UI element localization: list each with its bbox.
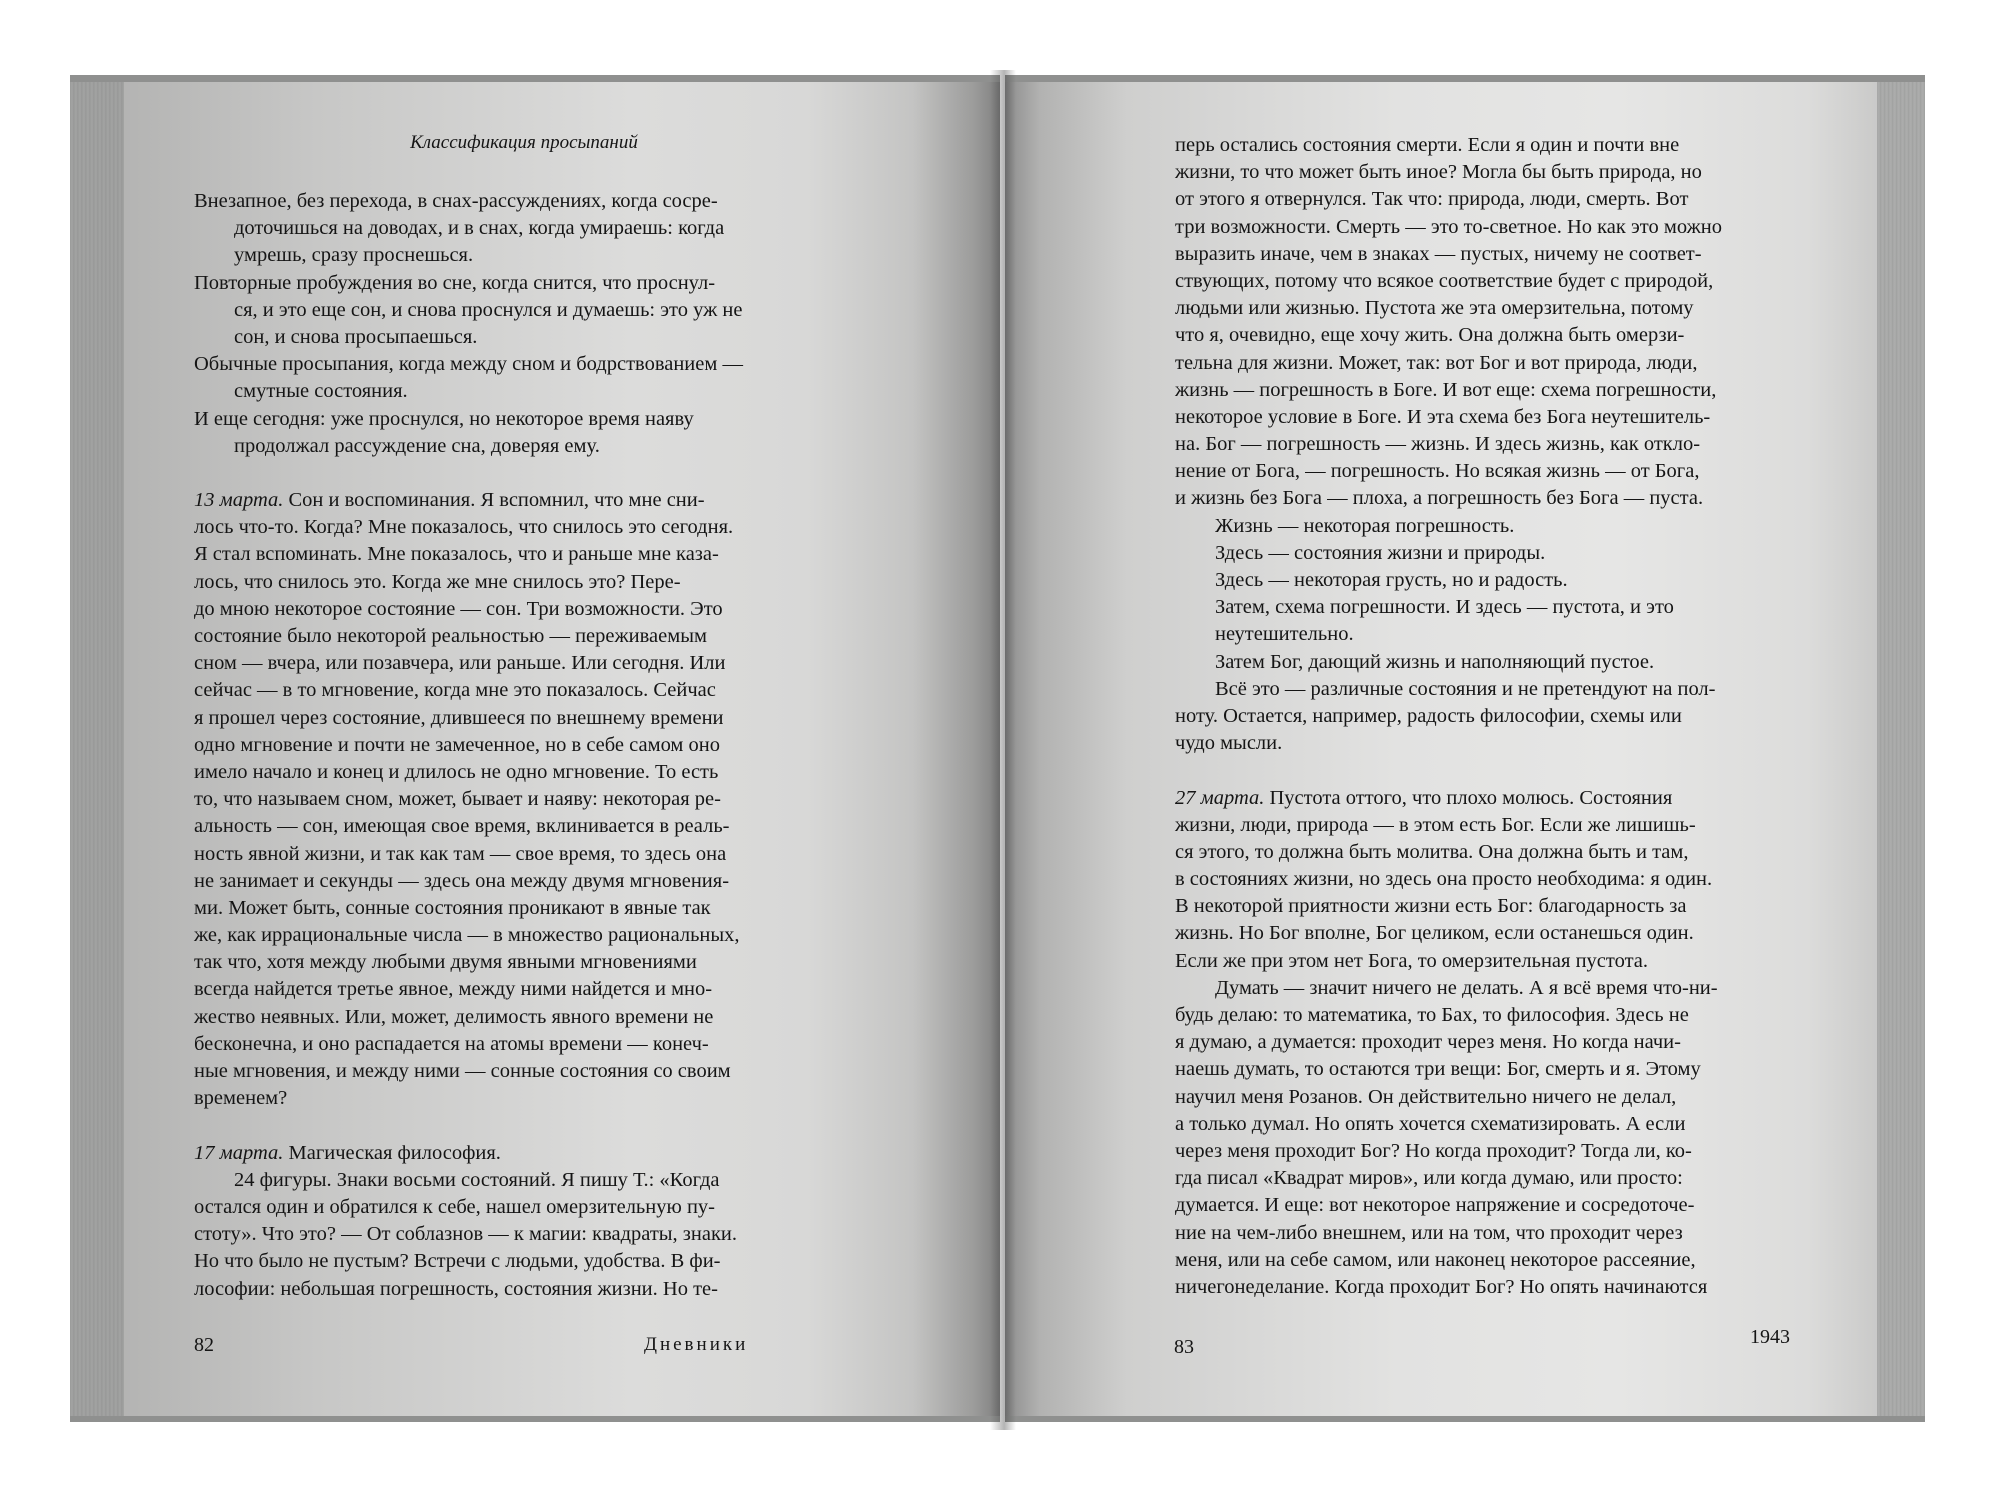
- line-text: имело начало и конец и длилось не одно мгновение. То есть: [194, 760, 719, 783]
- text-line: [1175, 377, 1810, 404]
- line-text: альность — сон, имеющая свое время, вклинивается в реаль-: [194, 815, 730, 838]
- text-line: [194, 1221, 834, 1248]
- text-line: [194, 1276, 834, 1303]
- text-line: [194, 1085, 834, 1112]
- line-text: Повторные пробуждения во сне, когда снится, что проснул-: [194, 271, 716, 294]
- right-page: [1005, 82, 1877, 1416]
- line-text: не занимает и секунды — здесь она между двумя мгновения-: [194, 869, 730, 892]
- text-line: [194, 976, 834, 1003]
- line-text: научил меня Розанов. Он действительно ничего не делал,: [1175, 1085, 1677, 1108]
- line-text: я думаю, а думается: проходит через меня. Но когда начи-: [1175, 1031, 1681, 1054]
- line-text: от этого я отвернулся. Так что: природа, люди, смерть. Вот: [1175, 188, 1689, 211]
- line-text: меня, или на себе самом, или наконец некоторое рассеяние,: [1175, 1248, 1696, 1271]
- line-text: ся, и это еще сон, и снова проснулся и думаешь: это уж не: [234, 298, 743, 321]
- text-line: [1175, 1002, 1810, 1029]
- text-line: [194, 514, 834, 541]
- line-text: ми. Может быть, сонные состояния проникают в явные так: [194, 896, 711, 919]
- text-line: [194, 868, 834, 895]
- line-text: некоторое условие в Боге. И эта схема без Бога неутешитель-: [1175, 405, 1711, 428]
- text-line: [194, 215, 834, 242]
- text-line: [194, 623, 834, 650]
- text-line: [1175, 703, 1810, 730]
- line-text: ность явной жизни, и так как там — свое время, то здесь она: [194, 842, 727, 865]
- line-text: Но что было не пустым? Встречи с людьми, удобства. В фи-: [194, 1250, 721, 1273]
- text-line: [1175, 1165, 1810, 1192]
- text-line: [1175, 1274, 1810, 1301]
- line-text: людьми или жизнью. Пустота же эта омерзительна, потому: [1175, 297, 1694, 320]
- text-line: [1175, 241, 1810, 268]
- line-text: жизнь — погрешность в Боге. И вот еще: схема погрешности,: [1175, 378, 1717, 401]
- text-line: [1175, 649, 1810, 676]
- text-line: [194, 351, 834, 378]
- text-line: [194, 895, 834, 922]
- line-text: 24 фигуры. Знаки восьми состояний. Я пишу Т.: «Когда: [234, 1168, 720, 1191]
- paragraph-gap: [1175, 757, 1810, 784]
- text-line: [194, 650, 834, 677]
- line-text: ствующих, потому что всякое соответствие будет с природой,: [1175, 269, 1714, 292]
- line-text: перь остались состояния смерти. Если я один и почти вне: [1175, 134, 1680, 156]
- line-text: Всё это — различные состояния и не претендуют на пол-: [1215, 677, 1716, 700]
- line-text: сон, и снова просыпаешься.: [234, 325, 478, 348]
- text-line: [194, 759, 834, 786]
- line-text: бесконечна, и оно распадается на атомы времени — конеч-: [194, 1032, 709, 1055]
- line-text: временем?: [194, 1087, 288, 1110]
- text-line: [194, 949, 834, 976]
- text-line: [194, 1004, 834, 1031]
- line-text: Думать — значит ничего не делать. А я всё время что-ни-: [1215, 976, 1718, 999]
- text-line: [1175, 268, 1810, 295]
- left-page-text: [194, 188, 834, 1303]
- text-line: [1175, 1029, 1810, 1056]
- text-line: [1175, 1192, 1810, 1219]
- text-line: [1175, 975, 1810, 1002]
- text-line: [194, 813, 834, 840]
- diary-date: 13 марта.: [194, 489, 284, 512]
- text-line: [1175, 920, 1810, 947]
- line-text: нение от Бога, — погрешность. Но всякая жизнь — от Бога,: [1175, 460, 1700, 483]
- line-text: ноту. Остается, например, радость философии, схемы или: [1175, 704, 1682, 727]
- text-line: [1175, 785, 1810, 812]
- line-text: наешь думать, то остаются три вещи: Бог, смерть и я. Этому: [1175, 1058, 1701, 1081]
- line-text: и жизнь без Бога — плоха, а погрешность без Бога — пуста.: [1175, 487, 1704, 510]
- text-line: [194, 188, 834, 215]
- text-line: [194, 242, 834, 269]
- line-text: всегда найдется третье явное, между ними найдется и мно-: [194, 978, 713, 1001]
- page-number-right: 83: [1174, 1336, 1194, 1358]
- book-gutter: [990, 70, 1016, 1430]
- text-line: [194, 1031, 834, 1058]
- left-page: [124, 82, 1000, 1416]
- text-line: [194, 841, 834, 868]
- line-text: тельна для жизни. Может, так: вот Бог и вот природа, люди,: [1175, 351, 1698, 374]
- text-line: [1175, 159, 1810, 186]
- line-text: жизни, люди, природа — в этом есть Бог. Если же лишишь-: [1175, 813, 1696, 836]
- line-text: Здесь — состояния жизни и природы.: [1215, 541, 1546, 564]
- text-line: [194, 922, 834, 949]
- text-line: [1175, 1247, 1810, 1274]
- line-text: сном — вчера, или позавчера, или раньше. Или сегодня. Или: [194, 652, 726, 675]
- text-line: [194, 1167, 834, 1194]
- line-text: Жизнь — некоторая погрешность.: [1215, 514, 1515, 537]
- line-text: Я стал вспоминать. Мне показалось, что и раньше мне каза-: [194, 543, 719, 566]
- diary-date: 27 марта.: [1175, 786, 1265, 809]
- left-page-edges: [70, 82, 124, 1416]
- line-text: то, что называем сном, может, бывает и наяву: некоторая ре-: [194, 788, 721, 811]
- text-line: [194, 677, 834, 704]
- line-text: умрешь, сразу проснешься.: [234, 244, 474, 267]
- right-page-text: [1175, 132, 1810, 1301]
- line-text: стоту». Что это? — От соблазнов — к магии: квадраты, знаки.: [194, 1223, 738, 1246]
- line-text: же, как иррациональные числа — в множество рациональных,: [194, 924, 740, 947]
- line-text: Здесь — некоторая грусть, но и радость.: [1215, 569, 1568, 591]
- line-text: И еще сегодня: уже проснулся, но некоторое время наяву: [194, 407, 694, 430]
- line-text: Если же при этом нет Бога, то омерзительная пустота.: [1175, 949, 1649, 972]
- line-text: Сон и воспоминания. Я вспомнил, что мне сни-: [283, 489, 705, 512]
- line-text: на. Бог — погрешность — жизнь. И здесь жизнь, как откло-: [1175, 433, 1701, 456]
- line-text: жизнь. Но Бог вполне, Бог целиком, если останешься один.: [1175, 922, 1694, 945]
- line-text: чудо мысли.: [1175, 732, 1283, 755]
- line-text: сейчас — в то мгновение, когда мне это показалось. Сейчас: [194, 679, 716, 702]
- text-line: [1175, 540, 1810, 567]
- text-line: [1175, 132, 1810, 159]
- text-line: [1175, 404, 1810, 431]
- text-line: [194, 786, 834, 813]
- text-line: [1175, 322, 1810, 349]
- text-line: [1175, 676, 1810, 703]
- text-line: [1175, 1056, 1810, 1083]
- right-page-edges: [1877, 82, 1925, 1416]
- text-line: [1175, 1111, 1810, 1138]
- line-text: В некоторой приятности жизни есть Бог: благодарность за: [1175, 895, 1687, 918]
- line-text: лось что-то. Когда? Мне показалось, что снилось это сегодня.: [194, 516, 734, 539]
- line-text: жество неявных. Или, может, делимость явного времени не: [194, 1005, 714, 1028]
- text-line: [1175, 513, 1810, 540]
- line-text: лось, что снилось это. Когда же мне снилось это? Пере-: [194, 570, 681, 593]
- text-line: [194, 324, 834, 351]
- text-line: [1175, 839, 1810, 866]
- text-line: [1175, 186, 1810, 213]
- line-text: ные мгновения, и между ними — сонные состояния со своим: [194, 1060, 731, 1082]
- paragraph-gap: [194, 460, 834, 487]
- line-text: ние на чем-либо внешнем, или на том, что проходит через: [1175, 1221, 1683, 1244]
- text-line: [1175, 458, 1810, 485]
- text-line: [194, 433, 834, 460]
- line-text: лософии: небольшая погрешность, состояния жизни. Но те-: [194, 1277, 718, 1300]
- line-text: Пустота оттого, что плохо молюсь. Состояния: [1264, 786, 1673, 809]
- text-line: [1175, 431, 1810, 458]
- line-text: Затем, схема погрешности. И здесь — пустота, и это: [1215, 596, 1674, 619]
- text-line: [1175, 866, 1810, 893]
- line-text: Затем Бог, дающий жизнь и наполняющий пустое.: [1215, 650, 1655, 673]
- text-line: [1175, 594, 1810, 621]
- line-text: что я, очевидно, еще хочу жить. Она должна быть омерзи-: [1175, 324, 1685, 347]
- page-number-left: 82: [194, 1334, 214, 1356]
- text-line: [1175, 621, 1810, 648]
- text-line: [194, 596, 834, 623]
- paragraph-gap: [194, 1112, 834, 1139]
- text-line: [194, 569, 834, 596]
- line-text: в состояниях жизни, но здесь она просто необходима: я один.: [1175, 868, 1713, 891]
- text-line: [194, 541, 834, 568]
- line-text: будь делаю: то математика, то Бах, то философия. Здесь не: [1175, 1004, 1689, 1026]
- line-text: выразить иначе, чем в знаках — пустых, ничему не соответ-: [1175, 242, 1702, 265]
- text-line: [1175, 1084, 1810, 1111]
- text-line: [1175, 893, 1810, 920]
- text-line: [1175, 1138, 1810, 1165]
- line-text: Внезапное, без перехода, в снах-рассуждениях, когда сосре-: [194, 190, 718, 212]
- line-text: я прошел через состояние, длившееся по внешнему времени: [194, 706, 724, 729]
- text-line: [194, 732, 834, 759]
- text-line: [194, 378, 834, 405]
- diary-date: 17 марта.: [194, 1141, 284, 1164]
- text-line: [1175, 948, 1810, 975]
- line-text: жизни, то что может быть иное? Могла бы быть природа, но: [1175, 161, 1702, 184]
- line-text: одно мгновение и почти не замеченное, но в себе самом оно: [194, 733, 720, 756]
- line-text: гда писал «Квадрат миров», или когда думаю, или просто:: [1175, 1167, 1683, 1190]
- text-line: [1175, 350, 1810, 377]
- line-text: состояние было некоторой реальностью — переживаемым: [194, 625, 707, 647]
- line-text: Магическая философия.: [283, 1141, 501, 1164]
- text-line: [194, 297, 834, 324]
- line-text: через меня проходит Бог? Но когда проходит? Тогда ли, ко-: [1175, 1139, 1692, 1162]
- text-line: [1175, 485, 1810, 512]
- text-line: [194, 487, 834, 514]
- text-line: [1175, 295, 1810, 322]
- text-line: [194, 1194, 834, 1221]
- line-text: до мною некоторое состояние — сон. Три возможности. Это: [194, 597, 723, 620]
- text-line: [194, 270, 834, 297]
- text-line: [1175, 567, 1810, 594]
- line-text: ничегонеделание. Когда проходит Бог? Но опять начинаются: [1175, 1275, 1708, 1298]
- text-line: [194, 406, 834, 433]
- line-text: ся этого, то должна быть молитва. Она должна быть и там,: [1175, 840, 1689, 863]
- text-line: [1175, 812, 1810, 839]
- line-text: доточишься на доводах, и в снах, когда умираешь: когда: [234, 217, 725, 240]
- line-text: неутешительно.: [1215, 623, 1354, 646]
- footer-book-title: Дневники: [644, 1334, 749, 1355]
- text-line: [194, 1248, 834, 1275]
- line-text: думается. И еще: вот некоторое напряжение и сосредоточе-: [1175, 1194, 1695, 1217]
- line-text: три возможности. Смерть — это то-светное. Но как это можно: [1175, 215, 1722, 238]
- text-line: [194, 705, 834, 732]
- line-text: продолжал рассуждение сна, доверяя ему.: [234, 434, 600, 457]
- text-line: [1175, 730, 1810, 757]
- line-text: Обычные просыпания, когда между сном и бодрствованием —: [194, 353, 743, 376]
- text-line: [1175, 214, 1810, 241]
- line-text: остался один и обратился к себе, нашел омерзительную пу-: [194, 1195, 715, 1218]
- line-text: смутные состояния.: [234, 380, 408, 403]
- text-line: [194, 1140, 834, 1167]
- running-head: Классификация просыпаний: [410, 132, 638, 153]
- text-line: [1175, 1220, 1810, 1247]
- footer-year: 1943: [1750, 1326, 1790, 1348]
- line-text: так что, хотя между любыми двумя явными мгновениями: [194, 951, 697, 974]
- line-text: а только думал. Но опять хочется схематизировать. А если: [1175, 1112, 1686, 1135]
- text-line: [194, 1058, 834, 1085]
